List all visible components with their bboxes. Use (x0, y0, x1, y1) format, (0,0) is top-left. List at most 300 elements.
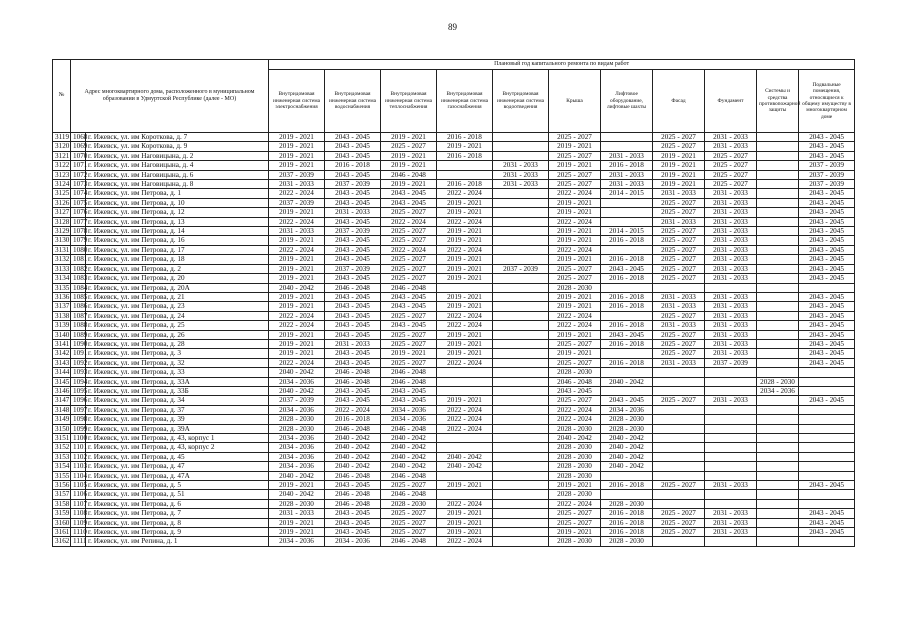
cell-heating: 2046 - 2048 (381, 170, 437, 179)
row-index: 3162 (53, 537, 71, 546)
cell-elevators: 2040 - 2042 (601, 377, 653, 386)
cell-electric: 2019 - 2021 (269, 142, 325, 151)
row-address: г. Ижевск, ул. им Петрова, д. 2 (86, 264, 269, 273)
cell-basement: 2043 - 2045 (799, 302, 855, 311)
cell-facade: 2025 - 2027 (653, 330, 705, 339)
row-local-index: 1070 (71, 151, 86, 160)
cell-gas: 2019 - 2021 (437, 274, 493, 283)
row-address: г. Ижевск, ул. им Петрова, д. 25 (86, 321, 269, 330)
table-row (53, 189, 855, 198)
cell-heating: 2025 - 2027 (381, 518, 437, 527)
cell-heating: 2043 - 2045 (381, 321, 437, 330)
row-local-index: 1098 (71, 415, 86, 424)
cell-roof: 2025 - 2027 (549, 358, 601, 367)
cell-fire-protection (757, 405, 799, 414)
cell-water-supply: 2040 - 2042 (325, 434, 381, 443)
cell-foundation (705, 424, 757, 433)
cell-roof: 2025 - 2027 (549, 180, 601, 189)
cell-sewage (493, 133, 549, 142)
cell-heating: 2040 - 2042 (381, 443, 437, 452)
row-local-index: 1077 (71, 217, 86, 226)
cell-electric: 2019 - 2021 (269, 518, 325, 527)
header-roof: Крыша (549, 70, 601, 133)
cell-roof: 2028 - 2030 (549, 368, 601, 377)
cell-electric: 2022 - 2024 (269, 358, 325, 367)
cell-facade (653, 499, 705, 508)
cell-facade: 2019 - 2021 (653, 170, 705, 179)
cell-gas: 2019 - 2021 (437, 264, 493, 273)
cell-elevators: 2043 - 2045 (601, 330, 653, 339)
table-row (53, 321, 855, 330)
cell-fire-protection (757, 302, 799, 311)
row-local-index: 1101 (71, 443, 86, 452)
cell-fire-protection (757, 490, 799, 499)
cell-gas: 2019 - 2021 (437, 302, 493, 311)
cell-elevators: 2040 - 2042 (601, 452, 653, 461)
cell-foundation: 2031 - 2033 (705, 528, 757, 537)
cell-fire-protection (757, 151, 799, 160)
cell-gas (437, 170, 493, 179)
row-local-index: 1103 (71, 462, 86, 471)
cell-fire-protection (757, 227, 799, 236)
cell-sewage (493, 227, 549, 236)
cell-basement (799, 462, 855, 471)
cell-foundation (705, 490, 757, 499)
cell-basement: 2043 - 2045 (799, 264, 855, 273)
row-local-index: 1091 (71, 349, 86, 358)
cell-sewage (493, 434, 549, 443)
cell-foundation: 2031 - 2033 (705, 264, 757, 273)
table-body (53, 133, 855, 547)
cell-fire-protection: 2028 - 2030 (757, 377, 799, 386)
cell-basement: 2043 - 2045 (799, 292, 855, 301)
row-index: 3149 (53, 415, 71, 424)
cell-water-supply: 2046 - 2048 (325, 377, 381, 386)
cell-elevators: 2040 - 2042 (601, 434, 653, 443)
row-address: г. Ижевск, ул. им Петрова, д. 28 (86, 339, 269, 348)
cell-gas: 2022 - 2024 (437, 358, 493, 367)
row-address: г. Ижевск, ул. им Петрова, д. 6 (86, 499, 269, 508)
row-index: 3159 (53, 509, 71, 518)
cell-water-supply: 2016 - 2018 (325, 161, 381, 170)
cell-electric: 2034 - 2036 (269, 434, 325, 443)
row-address: г. Ижевск, ул. им Репина, д. 1 (86, 537, 269, 546)
table-row (53, 443, 855, 452)
row-index: 3147 (53, 396, 71, 405)
cell-heating: 2019 - 2021 (381, 161, 437, 170)
cell-gas: 2022 - 2024 (437, 245, 493, 254)
cell-basement: 2043 - 2045 (799, 142, 855, 151)
table-row (53, 330, 855, 339)
cell-foundation (705, 537, 757, 546)
cell-elevators (601, 471, 653, 480)
cell-foundation (705, 405, 757, 414)
cell-roof: 2028 - 2030 (549, 462, 601, 471)
cell-fire-protection (757, 208, 799, 217)
row-address: г. Ижевск, ул. им Наговицына, д. 8 (86, 180, 269, 189)
cell-water-supply: 2043 - 2045 (325, 133, 381, 142)
cell-foundation: 2031 - 2033 (705, 245, 757, 254)
cell-electric: 2034 - 2036 (269, 405, 325, 414)
row-index: 3157 (53, 490, 71, 499)
row-address: г. Ижевск, ул. им Петрова, д. 14 (86, 227, 269, 236)
cell-foundation: 2031 - 2033 (705, 198, 757, 207)
header-facade: Фасад (653, 70, 705, 133)
table-row (53, 499, 855, 508)
cell-facade: 2025 - 2027 (653, 349, 705, 358)
cell-foundation (705, 386, 757, 395)
cell-roof: 2025 - 2027 (549, 339, 601, 348)
row-index: 3144 (53, 368, 71, 377)
cell-fire-protection (757, 462, 799, 471)
cell-facade (653, 424, 705, 433)
cell-fire-protection (757, 321, 799, 330)
cell-basement: 2043 - 2045 (799, 245, 855, 254)
cell-sewage (493, 283, 549, 292)
row-address: г. Ижевск, ул. им Петрова, д. 3 (86, 349, 269, 358)
cell-roof: 2028 - 2030 (549, 424, 601, 433)
cell-foundation: 2031 - 2033 (705, 330, 757, 339)
cell-heating: 2043 - 2045 (381, 189, 437, 198)
cell-facade (653, 434, 705, 443)
row-local-index: 1084 (71, 283, 86, 292)
cell-fire-protection (757, 311, 799, 320)
table-row (53, 518, 855, 527)
cell-gas: 2019 - 2021 (437, 528, 493, 537)
cell-heating: 2022 - 2024 (381, 245, 437, 254)
cell-heating: 2025 - 2027 (381, 227, 437, 236)
cell-elevators: 2014 - 2015 (601, 189, 653, 198)
cell-electric: 2019 - 2021 (269, 349, 325, 358)
cell-facade: 2025 - 2027 (653, 245, 705, 254)
table-row (53, 302, 855, 311)
table-row (53, 452, 855, 461)
row-index: 3156 (53, 481, 71, 490)
cell-fire-protection (757, 330, 799, 339)
row-address: г. Ижевск, ул. им Петрова, д. 20А (86, 283, 269, 292)
cell-basement: 2043 - 2045 (799, 274, 855, 283)
row-local-index: 1095 (71, 386, 86, 395)
row-address: г. Ижевск, ул. им Короткова, д. 7 (86, 133, 269, 142)
row-address: г. Ижевск, ул. им Петрова, д. 33А (86, 377, 269, 386)
cell-gas: 2019 - 2021 (437, 292, 493, 301)
cell-foundation: 2031 - 2033 (705, 339, 757, 348)
cell-elevators (601, 142, 653, 151)
row-address: г. Ижевск, ул. им Петрова, д. 16 (86, 236, 269, 245)
row-address: г. Ижевск, ул. им Петрова, д. 32 (86, 358, 269, 367)
cell-sewage: 2031 - 2033 (493, 161, 549, 170)
cell-elevators: 2034 - 2036 (601, 405, 653, 414)
cell-facade: 2025 - 2027 (653, 274, 705, 283)
table-row (53, 471, 855, 480)
table-row (53, 537, 855, 546)
cell-fire-protection (757, 217, 799, 226)
cell-facade: 2025 - 2027 (653, 198, 705, 207)
cell-sewage: 2037 - 2039 (493, 264, 549, 273)
cell-basement (799, 386, 855, 395)
cell-facade (653, 452, 705, 461)
cell-sewage (493, 189, 549, 198)
cell-fire-protection (757, 133, 799, 142)
cell-basement (799, 283, 855, 292)
cell-elevators: 2043 - 2045 (601, 264, 653, 273)
row-local-index: 1069 (71, 142, 86, 151)
cell-basement: 2043 - 2045 (799, 349, 855, 358)
table-row (53, 283, 855, 292)
cell-water-supply: 2031 - 2033 (325, 208, 381, 217)
cell-water-supply: 2040 - 2042 (325, 443, 381, 452)
cell-facade: 2019 - 2021 (653, 180, 705, 189)
cell-electric: 2034 - 2036 (269, 443, 325, 452)
cell-electric: 2019 - 2021 (269, 208, 325, 217)
cell-facade: 2031 - 2033 (653, 321, 705, 330)
cell-heating: 2025 - 2027 (381, 528, 437, 537)
row-address: г. Ижевск, ул. им Петрова, д. 51 (86, 490, 269, 499)
capital-repair-table (52, 59, 855, 547)
cell-heating: 2046 - 2048 (381, 490, 437, 499)
cell-elevators (601, 198, 653, 207)
cell-heating: 2025 - 2027 (381, 142, 437, 151)
cell-heating: 2046 - 2048 (381, 368, 437, 377)
row-local-index: 1102 (71, 452, 86, 461)
row-local-index: 1110 (71, 528, 86, 537)
table-row (53, 405, 855, 414)
table-row (53, 528, 855, 537)
cell-heating: 2025 - 2027 (381, 264, 437, 273)
table-row (53, 490, 855, 499)
cell-basement (799, 537, 855, 546)
cell-facade (653, 537, 705, 546)
cell-basement: 2043 - 2045 (799, 217, 855, 226)
cell-water-supply: 2043 - 2045 (325, 302, 381, 311)
cell-foundation (705, 377, 757, 386)
cell-basement: 2043 - 2045 (799, 339, 855, 348)
cell-elevators (601, 208, 653, 217)
cell-foundation (705, 471, 757, 480)
row-index: 3135 (53, 283, 71, 292)
cell-sewage (493, 245, 549, 254)
cell-foundation: 2031 - 2033 (705, 349, 757, 358)
cell-facade: 2031 - 2033 (653, 302, 705, 311)
cell-water-supply: 2043 - 2045 (325, 349, 381, 358)
cell-elevators: 2016 - 2018 (601, 509, 653, 518)
cell-basement (799, 377, 855, 386)
row-index: 3155 (53, 471, 71, 480)
cell-roof: 2019 - 2021 (549, 349, 601, 358)
cell-basement: 2043 - 2045 (799, 133, 855, 142)
cell-electric: 2022 - 2024 (269, 321, 325, 330)
cell-fire-protection (757, 443, 799, 452)
row-local-index: 1105 (71, 481, 86, 490)
cell-basement (799, 368, 855, 377)
table-row (53, 255, 855, 264)
cell-water-supply: 2043 - 2045 (325, 481, 381, 490)
table-row (53, 245, 855, 254)
table-row (53, 227, 855, 236)
row-index: 3142 (53, 349, 71, 358)
cell-fire-protection (757, 264, 799, 273)
cell-elevators: 2031 - 2033 (601, 170, 653, 179)
cell-basement (799, 443, 855, 452)
row-local-index: 1080 (71, 245, 86, 254)
cell-electric: 2019 - 2021 (269, 264, 325, 273)
cell-gas (437, 443, 493, 452)
cell-heating: 2019 - 2021 (381, 151, 437, 160)
row-address: г. Ижевск, ул. им Наговицына, д. 4 (86, 161, 269, 170)
cell-roof: 2022 - 2024 (549, 405, 601, 414)
cell-heating: 2034 - 2036 (381, 405, 437, 414)
cell-elevators: 2016 - 2018 (601, 339, 653, 348)
row-local-index: 1085 (71, 292, 86, 301)
cell-elevators: 2014 - 2015 (601, 227, 653, 236)
header-address: Адрес многоквартирного дома, расположенного в муниципальном образовании в Удмуртской Республике (далее - МО) (71, 60, 269, 133)
cell-elevators: 2031 - 2033 (601, 180, 653, 189)
cell-gas: 2040 - 2042 (437, 462, 493, 471)
cell-gas (437, 377, 493, 386)
cell-roof: 2019 - 2021 (549, 208, 601, 217)
cell-roof: 2028 - 2030 (549, 452, 601, 461)
cell-water-supply: 2043 - 2045 (325, 189, 381, 198)
cell-facade: 2025 - 2027 (653, 518, 705, 527)
cell-electric: 2034 - 2036 (269, 452, 325, 461)
cell-foundation: 2031 - 2033 (705, 217, 757, 226)
row-address: г. Ижевск, ул. им Петрова, д. 47А (86, 471, 269, 480)
cell-elevators: 2028 - 2030 (601, 537, 653, 546)
cell-fire-protection (757, 452, 799, 461)
cell-elevators (601, 386, 653, 395)
cell-gas: 2022 - 2024 (437, 424, 493, 433)
cell-elevators: 2016 - 2018 (601, 321, 653, 330)
cell-facade: 2025 - 2027 (653, 396, 705, 405)
row-index: 3132 (53, 255, 71, 264)
table-row (53, 424, 855, 433)
cell-facade: 2025 - 2027 (653, 528, 705, 537)
cell-water-supply: 2043 - 2045 (325, 236, 381, 245)
table-row (53, 198, 855, 207)
table-row (53, 208, 855, 217)
cell-gas: 2019 - 2021 (437, 481, 493, 490)
header-gas: Внутридомовая инженерная система газоснабжения (437, 70, 493, 133)
cell-electric: 2022 - 2024 (269, 245, 325, 254)
cell-basement: 2043 - 2045 (799, 311, 855, 320)
cell-sewage (493, 462, 549, 471)
cell-basement: 2043 - 2045 (799, 227, 855, 236)
cell-sewage (493, 396, 549, 405)
cell-water-supply: 2022 - 2024 (325, 405, 381, 414)
row-index: 3158 (53, 499, 71, 508)
cell-basement: 2043 - 2045 (799, 189, 855, 198)
cell-gas (437, 434, 493, 443)
cell-water-supply: 2046 - 2048 (325, 368, 381, 377)
cell-electric: 2019 - 2021 (269, 236, 325, 245)
cell-gas: 2016 - 2018 (437, 180, 493, 189)
cell-facade: 2025 - 2027 (653, 264, 705, 273)
cell-electric: 2040 - 2042 (269, 490, 325, 499)
cell-facade (653, 386, 705, 395)
cell-water-supply: 2043 - 2045 (325, 396, 381, 405)
row-index: 3120 (53, 142, 71, 151)
cell-roof: 2025 - 2027 (549, 170, 601, 179)
cell-water-supply: 2046 - 2048 (325, 490, 381, 499)
row-address: г. Ижевск, ул. им Петрова, д. 37 (86, 405, 269, 414)
cell-sewage (493, 499, 549, 508)
cell-electric: 2019 - 2021 (269, 133, 325, 142)
cell-sewage (493, 330, 549, 339)
cell-electric: 2019 - 2021 (269, 339, 325, 348)
cell-sewage (493, 405, 549, 414)
cell-gas: 2019 - 2021 (437, 208, 493, 217)
row-address: г. Ижевск, ул. им Петрова, д. 5 (86, 481, 269, 490)
cell-electric: 2019 - 2021 (269, 330, 325, 339)
row-local-index: 1111 (71, 537, 86, 546)
cell-fire-protection: 2034 - 2036 (757, 386, 799, 395)
cell-elevators: 2028 - 2030 (601, 415, 653, 424)
cell-sewage (493, 255, 549, 264)
cell-gas: 2019 - 2021 (437, 142, 493, 151)
cell-water-supply: 2046 - 2048 (325, 499, 381, 508)
cell-basement: 2043 - 2045 (799, 321, 855, 330)
cell-facade: 2025 - 2027 (653, 133, 705, 142)
row-address: г. Ижевск, ул. им Петрова, д. 43, корпус 2 (86, 443, 269, 452)
header-basement: Подвальные помещения, относящиеся к общему имуществу в многоквартирном доме (799, 70, 855, 133)
cell-foundation: 2031 - 2033 (705, 509, 757, 518)
cell-roof: 2022 - 2024 (549, 245, 601, 254)
cell-electric: 2031 - 2033 (269, 509, 325, 518)
row-local-index: 1078 (71, 227, 86, 236)
cell-elevators: 2016 - 2018 (601, 358, 653, 367)
table-row (53, 339, 855, 348)
cell-facade (653, 415, 705, 424)
cell-elevators (601, 311, 653, 320)
cell-gas (437, 368, 493, 377)
cell-elevators: 2016 - 2018 (601, 274, 653, 283)
cell-elevators: 2028 - 2030 (601, 424, 653, 433)
table-row (53, 462, 855, 471)
cell-foundation: 2031 - 2033 (705, 396, 757, 405)
row-index: 3153 (53, 452, 71, 461)
row-local-index: 1068 (71, 133, 86, 142)
header-sewage: Внутридомовая инженерная система водоотведения (493, 70, 549, 133)
table-row (53, 142, 855, 151)
cell-gas (437, 283, 493, 292)
cell-heating: 2025 - 2027 (381, 311, 437, 320)
table-row (53, 161, 855, 170)
row-local-index: 1081 (71, 255, 86, 264)
cell-electric: 2040 - 2042 (269, 368, 325, 377)
cell-facade: 2025 - 2027 (653, 227, 705, 236)
cell-foundation: 2031 - 2033 (705, 321, 757, 330)
cell-fire-protection (757, 161, 799, 170)
cell-fire-protection (757, 255, 799, 264)
row-local-index: 1090 (71, 339, 86, 348)
cell-elevators: 2016 - 2018 (601, 255, 653, 264)
cell-water-supply: 2046 - 2048 (325, 424, 381, 433)
cell-heating: 2046 - 2048 (381, 537, 437, 546)
cell-foundation: 2025 - 2027 (705, 170, 757, 179)
table-row (53, 274, 855, 283)
row-address: г. Ижевск, ул. им Петрова, д. 23 (86, 302, 269, 311)
cell-gas: 2022 - 2024 (437, 217, 493, 226)
cell-electric: 2040 - 2042 (269, 386, 325, 395)
cell-roof: 2025 - 2027 (549, 396, 601, 405)
cell-basement: 2043 - 2045 (799, 509, 855, 518)
cell-basement (799, 405, 855, 414)
row-index: 3139 (53, 321, 71, 330)
row-local-index: 1079 (71, 236, 86, 245)
cell-facade (653, 490, 705, 499)
cell-elevators: 2016 - 2018 (601, 518, 653, 527)
cell-gas: 2019 - 2021 (437, 396, 493, 405)
